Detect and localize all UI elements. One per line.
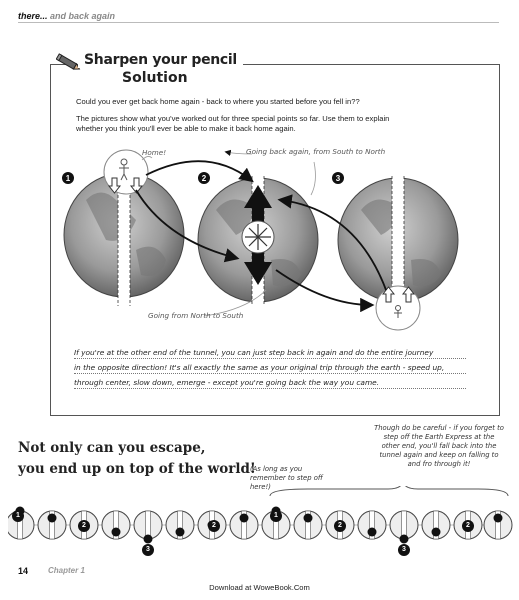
sharpen-title: Sharpen your pencil [78,52,243,68]
answer-line-2: in the opposite direction! It's all exactly the same as your original trip through the earth - speed up, [74,362,466,374]
strip-marker-8: 2 [462,520,474,532]
tunnel-globes-diagram [56,140,496,340]
svg-text:3: 3 [335,174,341,183]
strip-marker-7: 3 [398,544,410,556]
exercise-question: Could you ever get back home again - back to where you started before you fell in?? [76,97,360,106]
header-rule [18,22,499,23]
annotation-going-back: Going back again, from South to North [246,147,386,156]
strip-marker-4: 2 [208,520,220,532]
escape-heading-line-1: Not only can you escape, [18,440,206,456]
step-off-note: (As long as you remember to step off here!) [250,465,323,491]
chapter-label: Chapter 1 [48,566,85,575]
strip-marker-2: 2 [78,520,90,532]
marker-1 [62,172,74,184]
page-number: 14 [18,566,29,576]
strip-marker-6: 2 [334,520,346,532]
careful-note: Though do be careful - if you forget to step off the Earth Express at the other end, you'll fall back into the tunnel again and keep on falling to and fro through it! [374,424,504,468]
instructions-line-2: whether you think you'll ever be able to make it back home again. [76,124,296,133]
pointer-back-2 [311,162,315,195]
marker-2 [198,172,210,184]
escape-heading-line-2: you end up on top of the world! [18,461,256,477]
answer-line-3: through center, slow down, emerge - except you're going back the way you came. [74,377,466,389]
download-credit: Download at WoweBook.Com [209,583,310,592]
solution-label: Solution [118,70,192,86]
header-subtitle: and back again [47,11,116,21]
strip-marker-1: 1 [12,510,24,522]
strip-marker-5: 1 [270,510,282,522]
strip-marker-3: 3 [142,544,154,556]
annotation-north-to-south: Going from North to South [148,311,244,320]
annotation-home: Home! [142,148,167,157]
running-header [18,6,499,24]
svg-text:2: 2 [201,174,207,183]
instructions-line-1: The pictures show what you've worked out for three special points so far. Use them to explain [76,114,390,123]
brace [270,486,508,496]
answer-line-1: If you're at the other end of the tunnel, you can just step back in again and do the entire journey [74,347,466,359]
svg-text:1: 1 [65,174,71,183]
header-title: there... [18,11,48,21]
marker-3 [332,172,344,184]
